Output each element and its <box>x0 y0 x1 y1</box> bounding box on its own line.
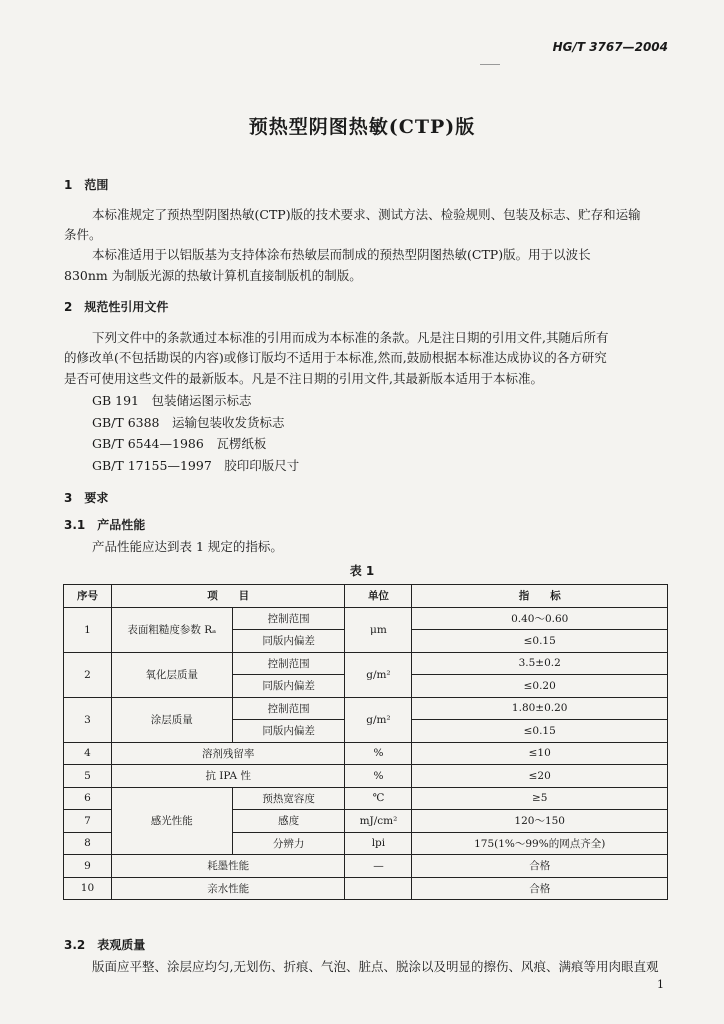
table-cell: 溶剂残留率 <box>111 742 345 765</box>
spec-table <box>63 584 668 900</box>
section-1-heading: 1 范围 <box>64 178 109 192</box>
table-cell: 9 <box>64 855 112 878</box>
table-cell: 抗 IPA 性 <box>111 765 345 788</box>
paragraph-line: 条件。 <box>64 227 102 242</box>
table-header-row <box>64 585 668 608</box>
table-row <box>64 877 668 900</box>
table-cell <box>345 877 412 900</box>
table-row <box>64 787 668 810</box>
table-header: 单位 <box>345 585 412 608</box>
table-cell: ≥5 <box>412 787 668 810</box>
table-cell: 控制范围 <box>232 697 345 720</box>
table-cell: 合格 <box>412 855 668 878</box>
paragraph-line: 是否可使用这些文件的最新版本。凡是不注日期的引用文件,其最新版本适用于本标准。 <box>64 371 543 386</box>
table-cell: 1.80±0.20 <box>412 697 668 720</box>
table-cell: 氧化层质量 <box>111 652 232 697</box>
table-cell: ≤0.15 <box>412 630 668 653</box>
table-cell: ≤0.20 <box>412 675 668 698</box>
table-header: 项 目 <box>111 585 345 608</box>
paragraph-line: 下列文件中的条款通过本标准的引用而成为本标准的条款。凡是注日期的引用文件,其随后所有 <box>92 330 609 345</box>
table-cell: 1 <box>64 607 112 652</box>
table-header: 序号 <box>64 585 112 608</box>
section-2-heading: 2 规范性引用文件 <box>64 300 169 314</box>
section-3-1-heading: 3.1 产品性能 <box>64 518 146 532</box>
paragraph-line: 本标准规定了预热型阴图热敏(CTP)版的技术要求、测试方法、检验规则、包装及标志、贮存和运输 <box>92 207 641 222</box>
table-cell: 同版内偏差 <box>232 630 345 653</box>
paragraph-line: 的修改单(不包括勘误的内容)或修订版均不适用于本标准,然而,鼓励根据本标准达成协议的各方研究 <box>64 350 607 365</box>
table-cell: 感光性能 <box>111 787 232 855</box>
document-title: 预热型阴图热敏(CTP)版 <box>248 116 476 138</box>
table-row <box>64 855 668 878</box>
table-cell: 合格 <box>412 877 668 900</box>
table-cell: 控制范围 <box>232 652 345 675</box>
table-cell: 控制范围 <box>232 607 345 630</box>
reference-item: GB/T 6388 运输包装收发货标志 <box>92 415 285 430</box>
table-cell: 表面粗糙度参数 Rₐ <box>111 607 232 652</box>
table-cell: 同版内偏差 <box>232 675 345 698</box>
table-cell: ≤20 <box>412 765 668 788</box>
table-row <box>64 697 668 720</box>
table-cell: — <box>345 855 412 878</box>
reference-item: GB/T 6544—1986 瓦楞纸板 <box>92 436 267 451</box>
table-cell: 3 <box>64 697 112 742</box>
table-header: 指 标 <box>412 585 668 608</box>
table-cell: 5 <box>64 765 112 788</box>
table-cell: 6 <box>64 787 112 810</box>
paragraph-line: 830nm 为制版光源的热敏计算机直接制版机的制版。 <box>64 268 362 283</box>
table-cell: 涂层质量 <box>111 697 232 742</box>
header-rule <box>480 64 500 65</box>
standard-number: HG/T 3767—2004 <box>552 40 668 54</box>
reference-item: GB/T 17155—1997 胶印印版尺寸 <box>92 458 300 473</box>
table-cell: 分辨力 <box>232 832 345 855</box>
table-row <box>64 742 668 765</box>
table-cell: 8 <box>64 832 112 855</box>
section-3-2-heading: 3.2 表观质量 <box>64 938 146 952</box>
page-number: 1 <box>657 978 664 991</box>
table-cell: 感度 <box>232 810 345 833</box>
table-cell: 7 <box>64 810 112 833</box>
paragraph-line: 本标准适用于以铝版基为支持体涂布热敏层而制成的预热型阴图热敏(CTP)版。用于以波长 <box>92 247 591 262</box>
table-cell: 175(1%～99%的网点齐全) <box>412 832 668 855</box>
table-cell: 4 <box>64 742 112 765</box>
reference-item: GB 191 包装储运图示标志 <box>92 393 252 408</box>
table-cell: 同版内偏差 <box>232 720 345 743</box>
table-cell: 亲水性能 <box>111 877 345 900</box>
table-cell: 预热宽容度 <box>232 787 345 810</box>
table-cell: ≤10 <box>412 742 668 765</box>
table-cell: 0.40～0.60 <box>412 607 668 630</box>
table-cell: 2 <box>64 652 112 697</box>
table-cell: ℃ <box>345 787 412 810</box>
table-cell: 10 <box>64 877 112 900</box>
table-row <box>64 652 668 675</box>
table-cell: % <box>345 765 412 788</box>
table-cell: mJ/cm² <box>345 810 412 833</box>
table-caption: 表 1 <box>349 564 375 578</box>
table-row <box>64 607 668 630</box>
table-cell: 3.5±0.2 <box>412 652 668 675</box>
table-cell: g/m² <box>345 652 412 697</box>
table-cell: 耗墨性能 <box>111 855 345 878</box>
table-cell: μm <box>345 607 412 652</box>
section-3-heading: 3 要求 <box>64 491 109 505</box>
table-cell: ≤0.15 <box>412 720 668 743</box>
table-cell: % <box>345 742 412 765</box>
table-cell: lpi <box>345 832 412 855</box>
table-cell: g/m² <box>345 697 412 742</box>
paragraph-line: 版面应平整、涂层应均匀,无划伤、折痕、气泡、脏点、脱涂以及明显的擦伤、风痕、满痕等用肉眼直观 <box>92 959 659 974</box>
table-cell: 120～150 <box>412 810 668 833</box>
paragraph-line: 产品性能应达到表 1 规定的指标。 <box>92 539 283 554</box>
table-row <box>64 765 668 788</box>
